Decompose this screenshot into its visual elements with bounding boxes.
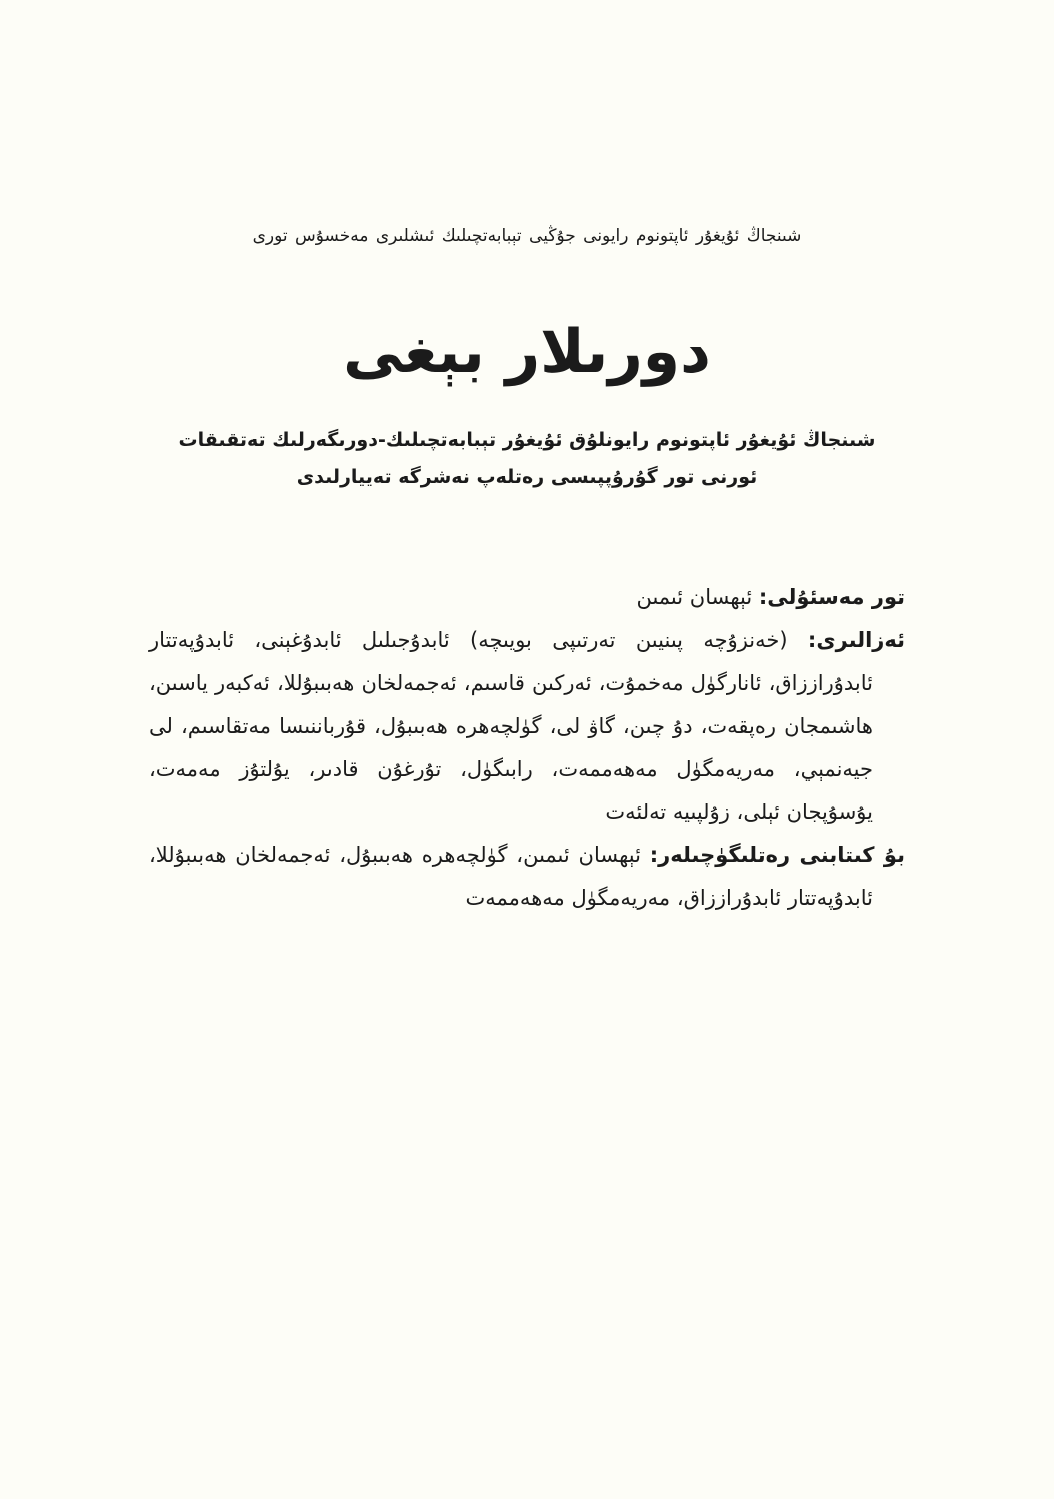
credit-label-webmaster: تور مەسئۇلى: [758, 585, 905, 609]
series-header-line: شىنجاڭ ئۇيغۇر ئاپتونوم رايونى جۇڭيى تېبابەتچىلىك ئىشلىرى مەخسۇس تورى [252, 226, 802, 246]
subtitle-line-2: ئورنى تور گۇرۇپپىسى رەتلەپ نەشرگە تەييارلىدى [296, 466, 758, 488]
credit-value-members: (خەنزۇچە پىنيىن تەرتىپى بويىچە) ئابدۇجىلىل ئابدۇغېنى، ئابدۇپەتتار ئابدۇراززاق، ئانارگۈل مەخمۇت، ئەركىن قاسىم، ئەجمەلخان ھەبىبۇللا، ئەكبەر ياسىن، ھاشىمجان رەپقەت، دۇ چىن، گاۋ لى، گۈلچەھرە ھەبىبۇل، قۇرباننىسا مەتقاسىم، لى جيەنمېي، مەريەمگۈل مەھەممەت، رابىگۈل، تۇرغۇن قادىر، يۇلتۇز مەمەت، يۇسۇپجان ئېلى، زۇلپىيە تەلئەت [149, 628, 873, 824]
credit-row-members [149, 619, 905, 834]
credit-label-members: ئەزالىرى: [807, 628, 905, 652]
credit-value-editors: ئېھسان ئىمىن، گۈلچەھرە ھەبىبۇل، ئەجمەلخان ھەبىبۇللا، ئابدۇپەتتار ئابدۇراززاق، مەريەمگۈل مەھەممەت [149, 843, 873, 910]
subtitle-line-1: شىنجاڭ ئۇيغۇر ئاپتونوم رايونلۇق ئۇيغۇر تېبابەتچىلىك-دورىگەرلىك تەتقىقات [178, 429, 876, 451]
credits-block [149, 576, 905, 920]
credit-label-editors: بۇ كىتابنى رەتلىگۈچىلەر: [649, 843, 905, 867]
book-title: دورىلار بېغى [343, 317, 711, 387]
publisher-subtitle [120, 422, 934, 496]
credit-row-editors [149, 834, 905, 920]
credit-row-webmaster [149, 576, 905, 619]
credit-value-webmaster: ئېھسان ئىمىن [636, 585, 753, 609]
